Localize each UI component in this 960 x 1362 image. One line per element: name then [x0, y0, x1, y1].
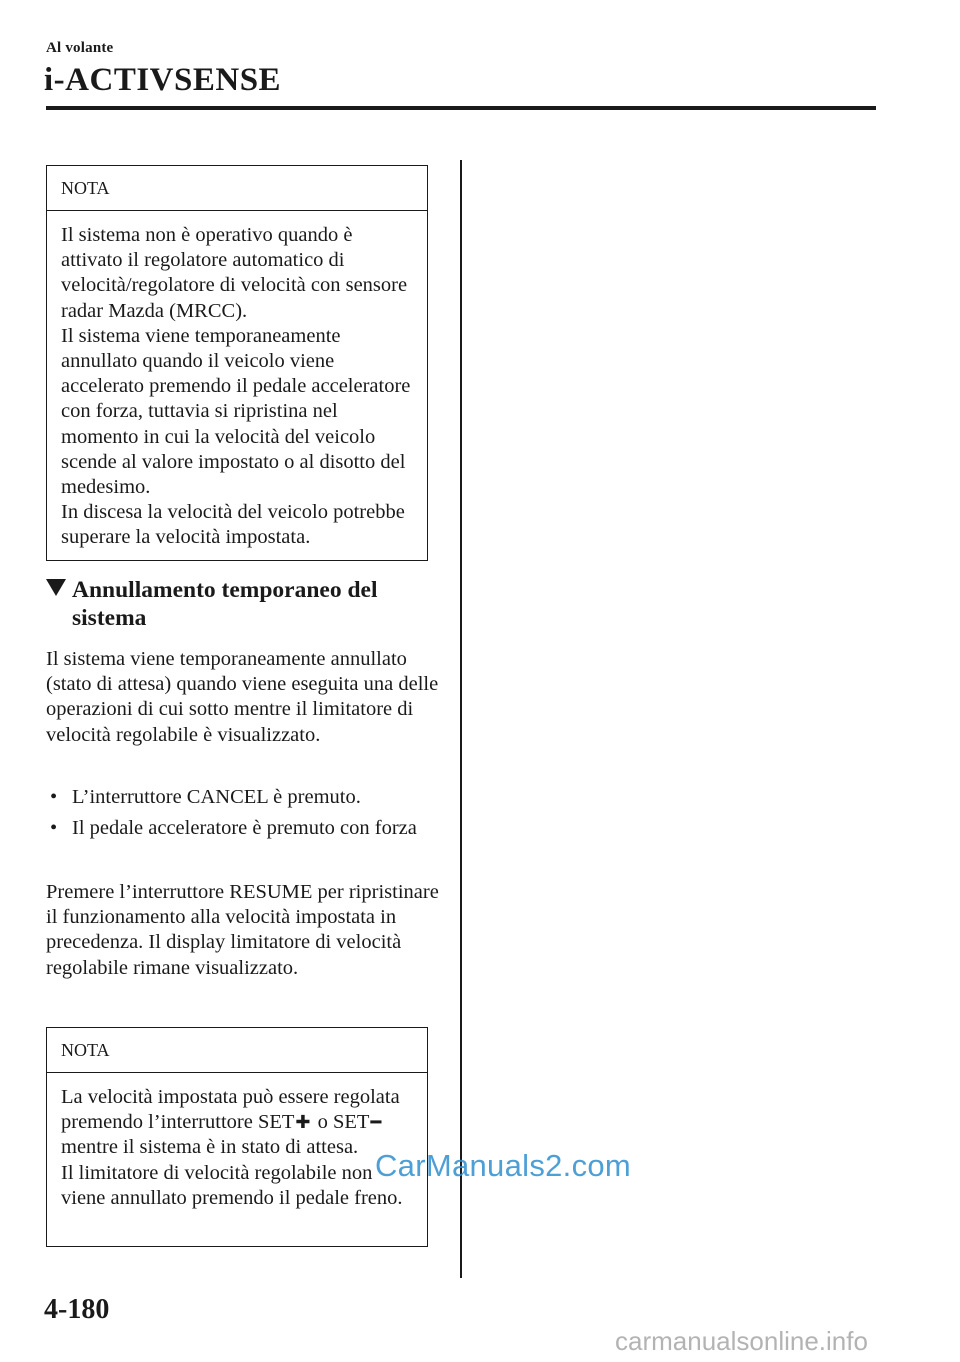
minus-icon: ━	[370, 1112, 382, 1134]
header-rule	[46, 106, 876, 110]
list-item	[46, 816, 441, 841]
bullet-dot-icon: •	[50, 786, 58, 808]
note-paragraph	[61, 1085, 417, 1161]
note-box-radar	[46, 165, 428, 561]
bullet-list	[46, 785, 441, 847]
section-heading	[46, 576, 446, 632]
page-number: 4-180	[44, 1294, 110, 1325]
note-paragraph: Il sistema viene temporaneamente annullato quando il veicolo viene accelerato premendo il pedale acceleratore con forza, tuttavia si ripristina nel momento in cui la velocità del veicolo scende al valore impostato o al disotto del medesimo.	[61, 324, 411, 499]
bullet-dot-icon: •	[50, 817, 58, 840]
section-heading-line1: Annullamento temporaneo del	[72, 577, 378, 603]
note-text: La velocità impostata può essere regolata premendo l’interruttore SET	[61, 1086, 400, 1134]
note-title: NOTA	[47, 166, 427, 211]
note-title: NOTA	[47, 1028, 427, 1073]
plus-icon: ✚	[295, 1112, 311, 1134]
section-label: Al volante	[46, 40, 114, 56]
note-box-set	[46, 1027, 428, 1247]
section-heading-line2: sistema	[72, 605, 147, 631]
note-body	[47, 211, 427, 563]
note-paragraph: Il limitatore di velocità regolabile non viene annullato premendo il pedale freno.	[61, 1161, 403, 1209]
note-paragraph: In discesa la velocità del veicolo potrebbe superare la velocità impostata.	[61, 501, 405, 549]
note-text: mentre il sistema è in stato di attesa.	[61, 1136, 359, 1159]
list-item-text: Il pedale acceleratore è premuto con forza	[72, 817, 417, 840]
list-item	[46, 785, 441, 810]
resume-paragraph: Premere l’interruttore RESUME per ripristinare il funzionamento alla velocità impostata in precedenza. Il display limitatore di velocità regolabile rimane visualizzato.	[46, 881, 439, 979]
note-text: o SET	[312, 1111, 370, 1134]
triangle-down-icon	[46, 579, 66, 596]
watermark-primary: CarManuals2.com	[375, 1148, 632, 1183]
column-divider	[460, 160, 462, 1278]
watermark-secondary: carmanualsonline.info	[615, 1326, 868, 1356]
list-item-text: L’interruttore CANCEL è premuto.	[72, 786, 361, 808]
note-paragraph: Il sistema non è operativo quando è attivato il regolatore automatico di velocità/regolatore di velocità con sensore radar Mazda (MRCC).	[61, 224, 408, 322]
note-body	[47, 1073, 427, 1223]
intro-paragraph: Il sistema viene temporaneamente annullato (stato di attesa) quando viene eseguita una delle operazioni di cui sotto mentre il limitatore di velocità regolabile è visualizzato.	[46, 648, 439, 746]
page-title: i-ACTIVSENSE	[44, 62, 282, 98]
